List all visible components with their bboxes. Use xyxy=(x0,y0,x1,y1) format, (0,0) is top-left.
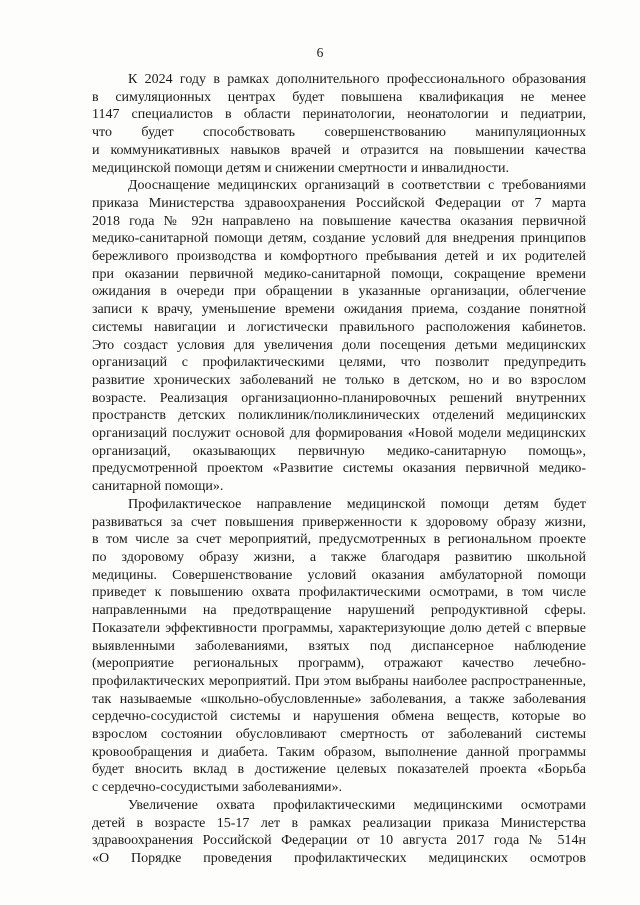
text-line: по здоровому образу жизни, а также благодаря развитию школьной xyxy=(92,549,586,565)
text-line: санитарной помощи». xyxy=(92,479,224,495)
text-line: медицины. Совершенствование условий оказания амбулаторной помощи xyxy=(92,567,586,583)
text-line: здравоохранения Российской Федерации от 10 августа 2017 года № 514н xyxy=(92,833,586,849)
text-line: «О Порядке проведения профилактических медицинских осмотров xyxy=(92,850,586,866)
text-line: и коммуникативных навыков врачей и отразится на повышении качества xyxy=(92,142,586,158)
text-line: 2018 года № 92н направлено на повышение качества оказания первичной xyxy=(92,213,586,229)
text-line: профилактических мероприятий. При этом выбраны наиболее распространенные, xyxy=(92,673,586,689)
text-line: системы навигации и логистически правильного расположения кабинетов. xyxy=(92,319,586,335)
text-line: выявленными заболеваниями, взятых под диспансерное наблюдение xyxy=(92,638,586,654)
text-line: развитие хронических заболеваний не только в детском, но и во взрослом xyxy=(92,372,586,388)
text-line: записи к врачу, уменьшение времени ожидания приема, создание понятной xyxy=(92,302,586,318)
text-line: пространств детских поликлиник/поликлинических отделений медицинских xyxy=(92,408,586,424)
text-line: предусмотренной проектом «Развитие системы оказания первичной медико- xyxy=(92,461,586,477)
text-line: при оказании первичной медико-санитарной помощи, сокращение времени xyxy=(92,266,586,282)
document-body xyxy=(92,71,586,868)
text-line: медицинской помощи детям и снижении смертности и инвалидности. xyxy=(92,160,509,176)
paragraph xyxy=(92,177,586,496)
text-line: Это создаст условия для увеличения доли посещения детьми медицинских xyxy=(92,337,586,353)
text-line: взрослом состоянии обусловливают смертность от заболеваний системы xyxy=(92,727,586,743)
page-number: 6 xyxy=(316,45,324,60)
text-line: бережливого производства и комфортного пребывания детей и их родителей xyxy=(92,249,586,265)
text-line: направленными на предотвращение нарушений репродуктивной сферы. xyxy=(92,603,586,619)
text-line: кровообращения и диабета. Таким образом, выполнение данной программы xyxy=(92,744,586,760)
paragraph xyxy=(92,496,586,797)
text-line: организаций послужит основой для формирования «Новой модели медицинских xyxy=(92,426,586,442)
paragraph xyxy=(92,71,586,177)
text-line: сердечно-сосудистой системы и нарушения обмена веществ, которые во xyxy=(92,709,586,725)
text-line: Увеличение охвата профилактическими медицинскими осмотрами xyxy=(128,797,586,813)
text-line: приведет к повышению охвата профилактическими осмотрами, в том числе xyxy=(92,585,586,601)
text-line: К 2024 году в рамках дополнительного профессионального образования xyxy=(128,72,586,87)
text-line: с сердечно-сосудистыми заболеваниями». xyxy=(92,780,343,796)
text-line: Профилактическое направление медицинской помощи детям будет xyxy=(128,496,586,512)
text-line: в симуляционных центрах будет повышена квалификация не менее xyxy=(92,89,586,105)
text-line: Дооснащение медицинских организаций в соответствии с требованиями xyxy=(128,178,586,194)
text-line: приказа Министерства здравоохранения Российской Федерации от 7 марта xyxy=(92,195,586,211)
text-line: будет вносить вклад в достижение целевых показателей проекта «Борьба xyxy=(92,762,586,778)
text-line: организаций, оказывающих первичную медико-санитарную помощь», xyxy=(92,443,586,459)
text-line: что будет способствовать совершенствованию манипуляционных xyxy=(92,125,586,141)
text-line: медико-санитарной помощи детям, создание условий для внедрения принципов xyxy=(92,231,586,247)
text-line: организаций с профилактическими целями, что позволит предупредить xyxy=(92,355,586,371)
text-line: ожидания в очереди при обращении в указанные организации, облегчение xyxy=(92,284,586,300)
text-line: так называемые «школьно-обусловленные» заболевания, а также заболевания xyxy=(92,691,586,707)
text-line: в том числе за счет мероприятий, предусмотренных в региональном проекте xyxy=(92,532,586,548)
text-line: возрасте. Реализация организационно-планировочных решений внутренних xyxy=(92,390,586,406)
text-line: детей в возрасте 15-17 лет в рамках реализации приказа Министерства xyxy=(92,815,586,831)
text-line: развиваться за счет повышения приверженности к здоровому образу жизни, xyxy=(92,514,586,530)
paragraph xyxy=(92,797,586,868)
text-line: Показатели эффективности программы, характеризующие долю детей с впервые xyxy=(92,620,586,636)
text-line: 1147 специалистов в области перинатологии, неонатологии и педиатрии, xyxy=(92,107,586,123)
text-line: (мероприятие региональных программ), отражают качество лечебно- xyxy=(92,656,586,672)
